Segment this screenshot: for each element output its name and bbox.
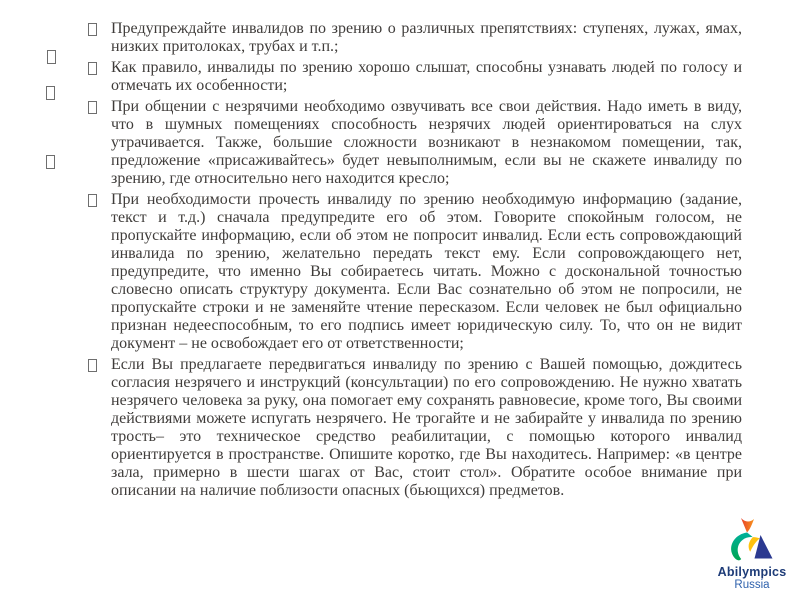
list-item [88,191,742,353]
bullet-tofu-icon [88,62,97,75]
bullet-tofu-icon [88,23,97,36]
tofu-glyph-icon [46,155,55,169]
bullet-tofu-icon [88,101,97,114]
bullet-text: При общении с незрячими необходимо озвучивать все свои действия. Надо иметь в виду, что в шумных помещениях способность незрячих людей ориентироваться на слух утрачивается. Также, большие сложности возникают в незнакомом помещении, так, предложение «присаживайтесь» будет невыполнимым, если вы не скажете инвалиду по зрению, где относительно него находится кресло; [111,98,742,187]
logo-title: Abilympics [717,564,787,579]
bullet-text: Если Вы предлагаете передвигаться инвалиду по зрению с Вашей помощью, дождитесь согласия незрячего и инструкций (консультации) по его сопровождению. Не нужно хватать незрячего человека за руку, она помогает ему сохранять равновесие, кроме того, Вы своими действиями можете испугать незрячего. Не трогайте и не забирайте у инвалида по зрению трость– это техническое средство реабилитации, с помощью которого инвалид ориентируется в пространстве. Опишите коротко, где Вы находитесь. Например: «в центре зала, примерно в шести шагах от Вас, стоит стол». Обратите особое внимание при описании на наличие поблизости опасных (бьющихся) предметов. [111,356,742,499]
abilympics-logo [714,518,790,592]
bullet-text: При необходимости прочесть инвалиду по зрению необходимую информацию (задание, текст и т.д.) сначала предупредите его об этом. Говорите спокойным голосом, не пропускайте информацию, если об этом не попросит инвалид. Если есть сопровождающий инвалида по зрению, желательно передать текст ему. Если сопровождающего нет, предупредите, что именно Вы собираетесь читать. Можно с доскональной точностью словесно описать структуру документа. Если Вас сознательно об этом не попросили, не пропускайте строки и не заменяйте чтение пересказом. Если человек не был официально признан недееспособным, то его подпись имеет юридическую силу. То, что он не видит документ – не освобождает его от ответственности; [111,191,742,352]
bullet-tofu-icon [88,359,97,372]
list-item [88,59,742,95]
tofu-glyph-icon [46,86,55,100]
list-item [88,98,742,188]
bullet-text: Предупреждайте инвалидов по зрению о различных препятствиях: ступенях, лужах, ямах, низких притолоках, трубах и т.п.; [111,20,742,55]
tofu-glyph-icon [47,50,56,64]
list-item [88,356,742,500]
logo-subtitle: Russia [734,579,770,592]
abilympics-emblem-icon [726,518,778,564]
bullet-list [88,20,742,503]
bullet-tofu-icon [88,194,97,207]
bullet-text: Как правило, инвалиды по зрению хорошо слышат, способны узнавать людей по голосу и отмечать их особенности; [111,59,742,94]
list-item [88,20,742,56]
